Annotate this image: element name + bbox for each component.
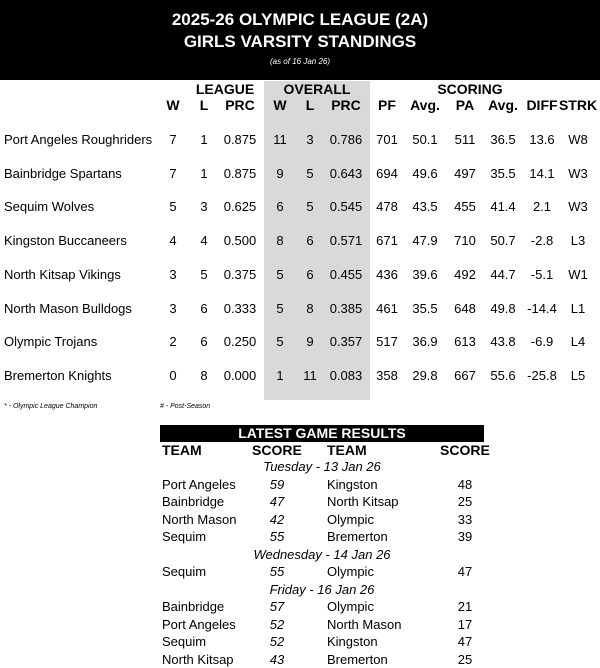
cell-pa: 710 [454,233,476,248]
league-group-header: LEAGUE [195,81,255,97]
cell-lw: 3 [169,301,177,316]
column-header-lw: W [166,97,180,113]
cell-ow: 5 [276,301,284,316]
cell-oprc: 0.545 [329,199,363,214]
result-team: Olympic [327,599,374,614]
results-day-label: Wednesday - 14 Jan 26 [253,547,391,562]
result-score: 42 [269,512,285,527]
cell-pfavg: 43.5 [412,199,438,214]
cell-lw: 5 [169,199,177,214]
result-team: Sequim [162,634,207,649]
cell-lw: 4 [169,233,177,248]
cell-pa: 511 [454,132,476,147]
result-score: 47 [457,634,473,649]
team-name: Bremerton Knights [4,368,112,383]
column-header-strk: STRK [558,97,598,113]
result-score: 25 [457,494,473,509]
cell-paavg: 36.5 [490,132,516,147]
cell-strk: L4 [570,334,586,349]
cell-pfavg: 49.6 [412,166,438,181]
cell-ll: 5 [200,267,208,282]
cell-pf: 517 [376,334,398,349]
result-team: Kingston [327,634,378,649]
results-header-score: SCORE [252,442,302,458]
cell-ow: 8 [276,233,284,248]
cell-diff: -14.4 [527,301,557,316]
result-team: North Kitsap [327,494,399,509]
scoring-group-header: SCORING [437,81,503,97]
column-header-diff: DIFF [526,97,558,113]
latest-results-title: LATEST GAME RESULTS [160,425,484,442]
cell-pf: 478 [376,199,398,214]
cell-pf: 461 [376,301,398,316]
results-header-team: TEAM [162,442,202,458]
team-name: North Mason Bulldogs [4,301,132,316]
cell-lprc: 0.875 [223,166,257,181]
column-header-avg2: Avg. [488,97,518,113]
cell-paavg: 55.6 [490,368,516,383]
column-header-lprc: PRC [225,97,255,113]
cell-pfavg: 36.9 [412,334,438,349]
results-header-score: SCORE [440,442,490,458]
cell-strk: L5 [570,368,586,383]
cell-pa: 667 [454,368,476,383]
cell-pfavg: 47.9 [412,233,438,248]
cell-lw: 7 [169,166,177,181]
overall-group-header: OVERALL [283,81,351,97]
result-score: 39 [457,529,473,544]
cell-diff: 14.1 [529,166,555,181]
cell-paavg: 43.8 [490,334,516,349]
cell-lw: 0 [169,368,177,383]
result-team: North Mason [327,617,402,632]
cell-ll: 1 [200,166,208,181]
cell-pfavg: 50.1 [412,132,438,147]
column-header-ow: W [273,97,287,113]
cell-diff: -2.8 [530,233,554,248]
result-score: 55 [269,564,285,579]
result-score: 57 [269,599,285,614]
team-name: North Kitsap Vikings [4,267,121,282]
results-day-label: Tuesday - 13 Jan 26 [263,459,381,474]
result-team: Sequim [162,564,207,579]
team-name: Sequim Wolves [4,199,95,214]
column-header-pa: PA [455,97,475,113]
result-team: Olympic [327,512,374,527]
cell-lprc: 0.250 [223,334,257,349]
cell-pa: 492 [454,267,476,282]
result-team: Olympic [327,564,374,579]
cell-strk: W3 [568,199,588,214]
result-score: 52 [269,617,285,632]
cell-ll: 8 [200,368,208,383]
result-score: 47 [457,564,473,579]
cell-lprc: 0.000 [223,368,257,383]
cell-ll: 3 [200,199,208,214]
cell-lprc: 0.375 [223,267,257,282]
cell-ol: 8 [306,301,314,316]
result-score: 47 [269,494,285,509]
column-header-ol: L [305,97,315,113]
cell-pf: 701 [376,132,398,147]
cell-pfavg: 39.6 [412,267,438,282]
cell-pfavg: 35.5 [412,301,438,316]
cell-oprc: 0.455 [329,267,363,282]
cell-lw: 7 [169,132,177,147]
result-team: North Kitsap [162,652,234,667]
footnote-champion: * - Olympic League Champion [4,403,98,410]
cell-ol: 5 [306,199,314,214]
cell-pf: 358 [376,368,398,383]
cell-pf: 436 [376,267,398,282]
result-score: 33 [457,512,473,527]
result-score: 48 [457,477,473,492]
column-header-ll: L [199,97,209,113]
team-name: Bainbridge Spartans [4,166,122,181]
cell-ll: 6 [200,334,208,349]
cell-paavg: 49.8 [490,301,516,316]
as-of-date: (as of 16 Jan 26) [269,57,331,66]
cell-pfavg: 29.8 [412,368,438,383]
column-header-avg1: Avg. [410,97,440,113]
cell-diff: -6.9 [530,334,554,349]
cell-oprc: 0.083 [329,368,363,383]
cell-strk: W3 [568,166,588,181]
result-score: 52 [269,634,285,649]
cell-ol: 9 [306,334,314,349]
cell-ll: 4 [200,233,208,248]
cell-pf: 694 [376,166,398,181]
cell-diff: 13.6 [529,132,555,147]
result-score: 59 [269,477,285,492]
cell-oprc: 0.571 [329,233,363,248]
column-header-oprc: PRC [331,97,361,113]
result-team: Port Angeles [162,477,236,492]
cell-pa: 613 [454,334,476,349]
cell-ll: 1 [200,132,208,147]
result-score: 55 [269,529,285,544]
result-team: Sequim [162,529,207,544]
cell-strk: W1 [568,267,588,282]
result-team: Bainbridge [162,494,225,509]
team-name: Port Angeles Roughriders [4,132,153,147]
page-subtitle: GIRLS VARSITY STANDINGS [183,32,417,51]
result-team: Bremerton [327,529,388,544]
cell-pa: 455 [454,199,476,214]
cell-lprc: 0.500 [223,233,257,248]
cell-paavg: 41.4 [490,199,516,214]
cell-ow: 5 [276,334,284,349]
column-header-pf: PF [378,97,396,113]
cell-pf: 671 [376,233,398,248]
cell-pa: 497 [454,166,476,181]
footnote-postseason: # - Post-Season [160,403,211,410]
cell-diff: -5.1 [530,267,554,282]
result-score: 21 [457,599,473,614]
result-team: Bremerton [327,652,388,667]
cell-lprc: 0.333 [223,301,257,316]
results-day-label: Friday - 16 Jan 26 [269,582,375,597]
cell-ol: 3 [306,132,314,147]
cell-ol: 11 [303,368,317,383]
cell-ol: 6 [306,267,314,282]
cell-oprc: 0.385 [329,301,363,316]
result-score: 43 [269,652,285,667]
cell-strk: L3 [570,233,586,248]
team-name: Olympic Trojans [4,334,98,349]
cell-ow: 9 [276,166,284,181]
team-name: Kingston Buccaneers [4,233,127,248]
cell-lprc: 0.625 [223,199,257,214]
cell-ow: 1 [276,368,284,383]
cell-pa: 648 [454,301,476,316]
cell-lw: 3 [169,267,177,282]
cell-ow: 6 [276,199,284,214]
result-team: Kingston [327,477,378,492]
cell-oprc: 0.357 [329,334,363,349]
cell-ll: 6 [200,301,208,316]
cell-ol: 6 [306,233,314,248]
cell-ol: 5 [306,166,314,181]
cell-oprc: 0.643 [329,166,363,181]
cell-lprc: 0.875 [223,132,257,147]
results-header-team: TEAM [327,442,367,458]
cell-strk: L1 [570,301,586,316]
cell-oprc: 0.786 [329,132,363,147]
cell-diff: -25.8 [527,368,557,383]
result-team: Port Angeles [162,617,236,632]
result-score: 17 [457,617,473,632]
title-banner [0,0,600,80]
cell-paavg: 35.5 [490,166,516,181]
result-team: Bainbridge [162,599,225,614]
cell-paavg: 50.7 [490,233,516,248]
cell-paavg: 44.7 [490,267,516,282]
cell-ow: 5 [276,267,284,282]
result-score: 25 [457,652,473,667]
cell-lw: 2 [169,334,177,349]
cell-strk: W8 [568,132,588,147]
result-team: North Mason [162,512,237,527]
cell-diff: 2.1 [532,199,552,214]
cell-ow: 11 [273,132,287,147]
page-title: 2025-26 OLYMPIC LEAGUE (2A) [171,10,429,29]
